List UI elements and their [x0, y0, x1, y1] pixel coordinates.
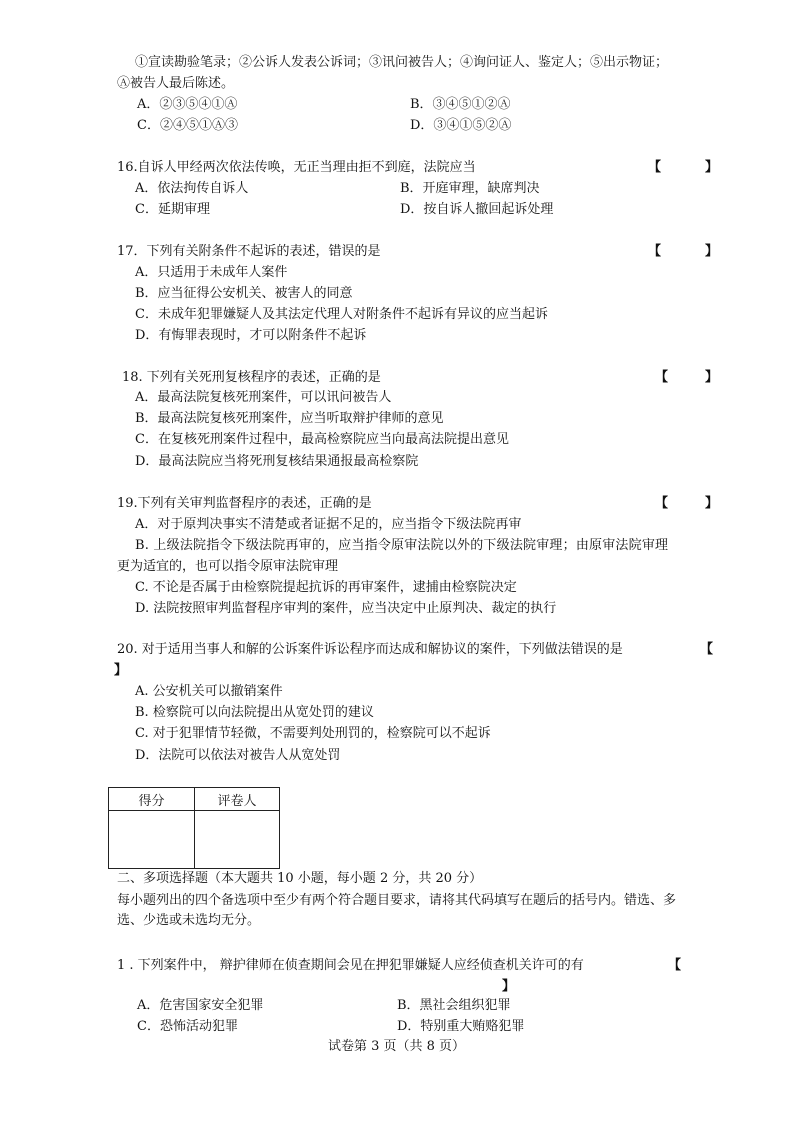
option-c: C．恐怖活动犯罪: [137, 1019, 238, 1034]
q15-stem-cont: Ⓐ被告人最后陈述。: [117, 76, 235, 91]
option-c: C．在复核死刑案件过程中，最高检察院应当向最高法院提出意见: [135, 432, 509, 447]
q16-stem: 16.自诉人甲经两次依法传唤，无正当理由拒不到庭，法院应当: [117, 160, 476, 175]
q20-stem: 20. 对于适用当事人和解的公诉案件诉讼程序而达成和解协议的案件，下列做法错误的是: [117, 642, 623, 657]
q19-stem: 19.下列有关审判监督程序的表述，正确的是: [117, 496, 372, 511]
answer-bracket-close: 】: [705, 496, 719, 511]
answer-bracket-open: 【: [648, 160, 662, 175]
score-cell[interactable]: [109, 811, 195, 869]
option-a: A．只适用于未成年人案件: [135, 265, 288, 280]
option-a: A．依法拘传自诉人: [135, 181, 249, 196]
answer-bracket-close: 】: [705, 244, 719, 259]
option-d: D．法院可以依法对被告人从宽处罚: [135, 748, 341, 763]
answer-bracket-open: 【: [668, 958, 682, 973]
answer-bracket-open: 【: [655, 496, 669, 511]
answer-bracket-open: 【: [648, 244, 662, 259]
q15-stem: ①宣读勘验笔录；②公诉人发表公诉词；③讯问被告人；④询问证人、鉴定人；⑤出示物证；: [135, 55, 669, 70]
answer-bracket-close: 】: [502, 979, 516, 994]
option-c: C．延期审理: [135, 202, 210, 217]
option-b-cont: 更为适宜的，也可以指令原审法院审理: [117, 559, 339, 574]
option-c: C．未成年犯罪嫌疑人及其法定代理人对附条件不起诉有异议的应当起诉: [135, 307, 548, 322]
option-b: B．③④⑤①②Ⓐ: [410, 97, 511, 112]
option-a: A．对于原判决事实不清楚或者证据不足的，应当指令下级法院再审: [135, 517, 522, 532]
option-b: B．开庭审理，缺席判决: [400, 181, 540, 196]
option-d: D. 法院按照审判监督程序审判的案件，应当决定中止原判决、裁定的执行: [135, 601, 557, 616]
option-c: C．②④⑤①Ⓐ③: [137, 118, 238, 133]
option-d: D．按自诉人撤回起诉处理: [400, 202, 554, 217]
section-instructions: 每小题列出的四个备选项中至少有两个符合题目要求，请将其代码填写在题后的括号内。错选、多: [117, 893, 677, 908]
answer-bracket-close: 】: [114, 663, 128, 678]
answer-bracket-open: 【: [655, 370, 669, 385]
option-b: B．应当征得公安机关、被害人的同意: [135, 286, 353, 301]
answer-bracket-open: 【: [700, 642, 714, 657]
option-d: D．有悔罪表现时，才可以附条件不起诉: [135, 328, 367, 343]
option-b: B．黑社会组织犯罪: [397, 998, 511, 1013]
option-d: D．特别重大贿赂犯罪: [397, 1019, 525, 1034]
option-c: C. 不论是否属于由检察院提起抗诉的再审案件，逮捕由检察院决定: [135, 580, 517, 595]
page-footer: 试卷第 3 页（共 8 页）: [327, 1039, 466, 1054]
option-c: C. 对于犯罪情节轻微，不需要判处刑罚的，检察院可以不起诉: [135, 726, 491, 741]
option-a: A. 公安机关可以撤销案件: [135, 684, 283, 699]
grader-header: 评卷人: [195, 788, 280, 811]
q18-stem: 18. 下列有关死刑复核程序的表述，正确的是: [122, 370, 381, 385]
option-d: D．③④①⑤②Ⓐ: [410, 118, 512, 133]
option-b: B. 检察院可以向法院提出从宽处罚的建议: [135, 705, 374, 720]
option-d: D．最高法院应当将死刑复核结果通报最高检察院: [135, 454, 419, 469]
score-table: [108, 787, 280, 869]
answer-bracket-close: 】: [705, 160, 719, 175]
section-title: 二、多项选择题（本大题共 10 小题，每小题 2 分，共 20 分）: [117, 871, 483, 886]
option-a: A．危害国家安全犯罪: [137, 998, 264, 1013]
grader-cell[interactable]: [195, 811, 280, 869]
option-b: B．最高法院复核死刑案件，应当听取辩护律师的意见: [135, 411, 444, 426]
option-a: A．②③⑤④①Ⓐ: [137, 97, 238, 112]
score-header: 得分: [109, 788, 195, 811]
section-instructions-cont: 选、少选或未选均无分。: [117, 913, 261, 928]
m1-stem: 1 . 下列案件中， 辩护律师在侦查期间会见在押犯罪嫌疑人应经侦查机关许可的有: [117, 958, 584, 973]
answer-bracket-close: 】: [705, 370, 719, 385]
option-b: B. 上级法院指令下级法院再审的，应当指令原审法院以外的下级法院审理；由原审法院审理: [135, 538, 669, 553]
q17-stem: 17．下列有关附条件不起诉的表述，错误的是: [117, 244, 381, 259]
option-a: A．最高法院复核死刑案件，可以讯问被告人: [135, 390, 392, 405]
